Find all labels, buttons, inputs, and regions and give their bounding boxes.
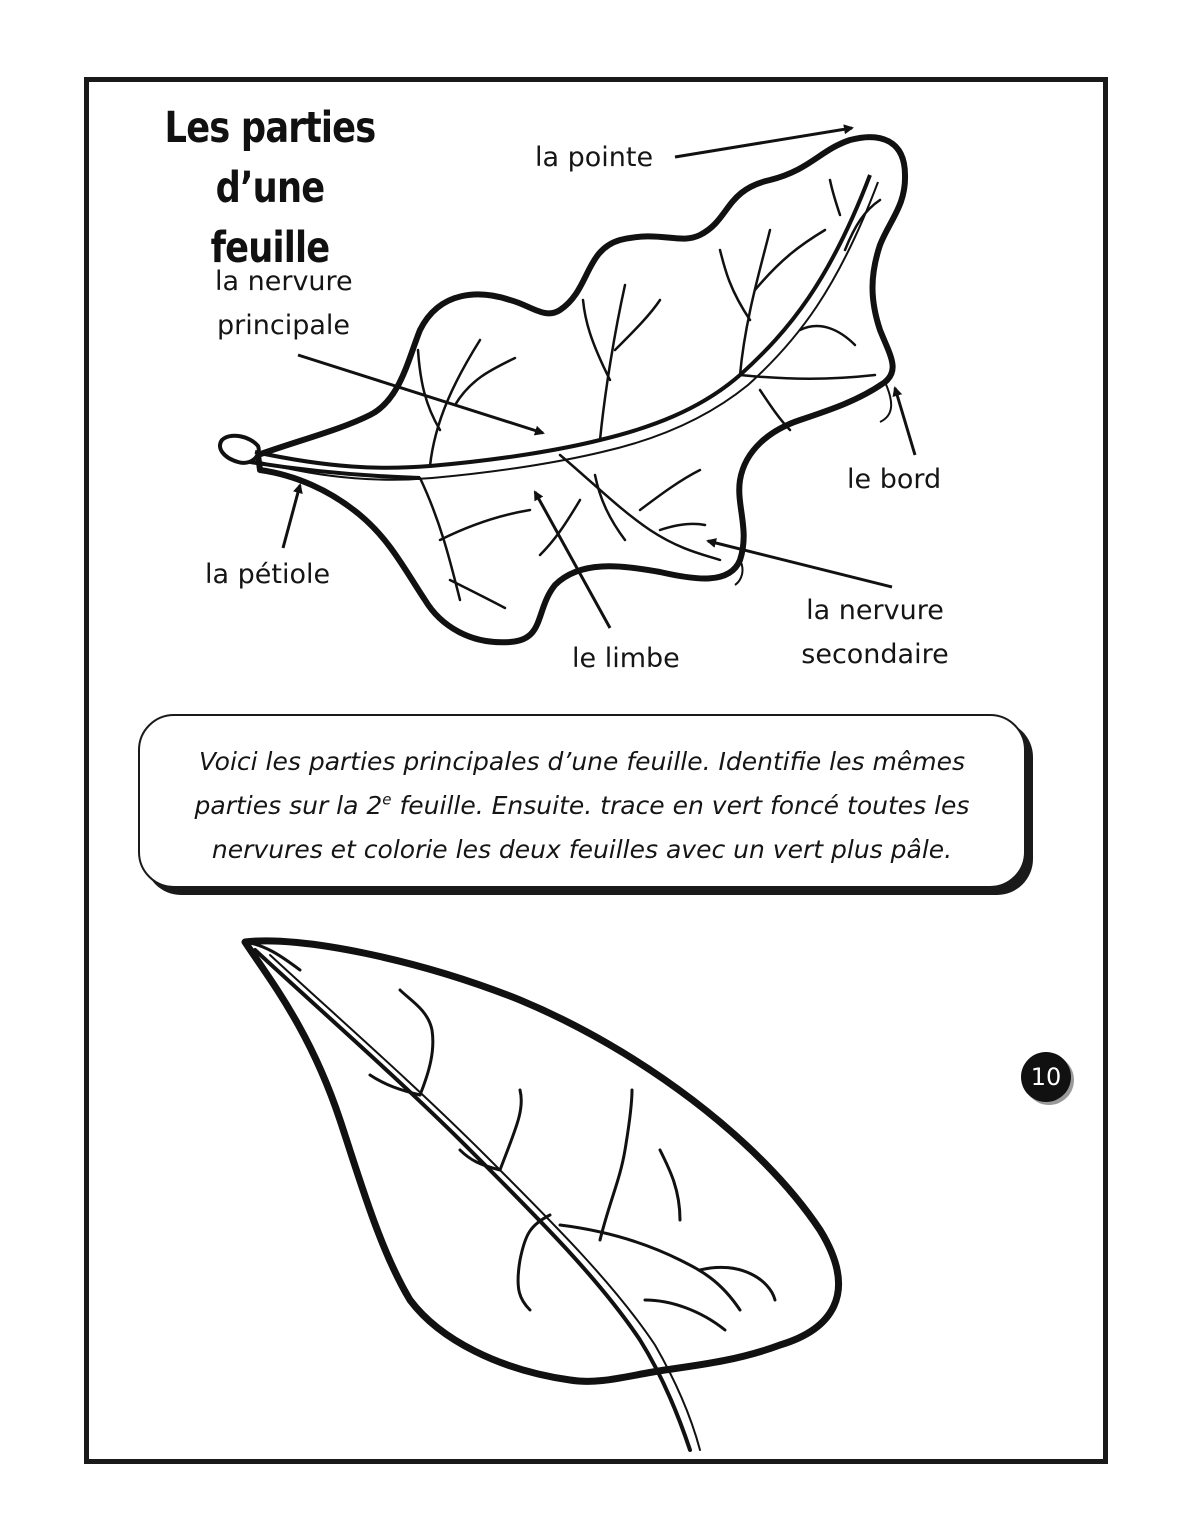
blank-leaf-outline (245, 941, 839, 1382)
instructions-line-3: nervures et colorie les deux feuilles avec un vert plus pâle. (211, 835, 953, 864)
arrow-petiole (283, 485, 300, 548)
label-limbe: le limbe (572, 643, 680, 674)
leaf-outline-icon (245, 941, 839, 1450)
label-nervure-principale-1: la nervure (215, 266, 353, 297)
petiole (220, 436, 259, 463)
instructions-line-2 (140, 784, 1024, 828)
label-nervure-secondaire-1: la nervure (806, 595, 944, 626)
page-number-badge: 10 (1021, 1052, 1071, 1102)
instructions-superscript: e (382, 790, 392, 809)
instructions-text (140, 740, 1024, 872)
instructions-line-1: Voici les parties principales d’une feuille. Identifie les mêmes (199, 747, 965, 776)
title-line-1: Les parties (164, 103, 376, 153)
label-nervure-principale-2: principale (217, 310, 350, 341)
label-nervure-secondaire-2: secondaire (801, 639, 949, 670)
instructions-box (138, 714, 1026, 888)
title-line-2: d’une feuille (210, 163, 330, 273)
label-petiole: la pétiole (205, 559, 331, 590)
instructions-line-2b: feuille. Ensuite. trace en vert foncé toutes les (391, 791, 970, 820)
label-pointe: la pointe (535, 142, 654, 173)
blank-leaf-veins (370, 990, 775, 1330)
instructions-line-2a: parties sur la 2 (194, 791, 383, 820)
label-bord: le bord (847, 464, 942, 495)
arrow-bord (895, 388, 915, 455)
